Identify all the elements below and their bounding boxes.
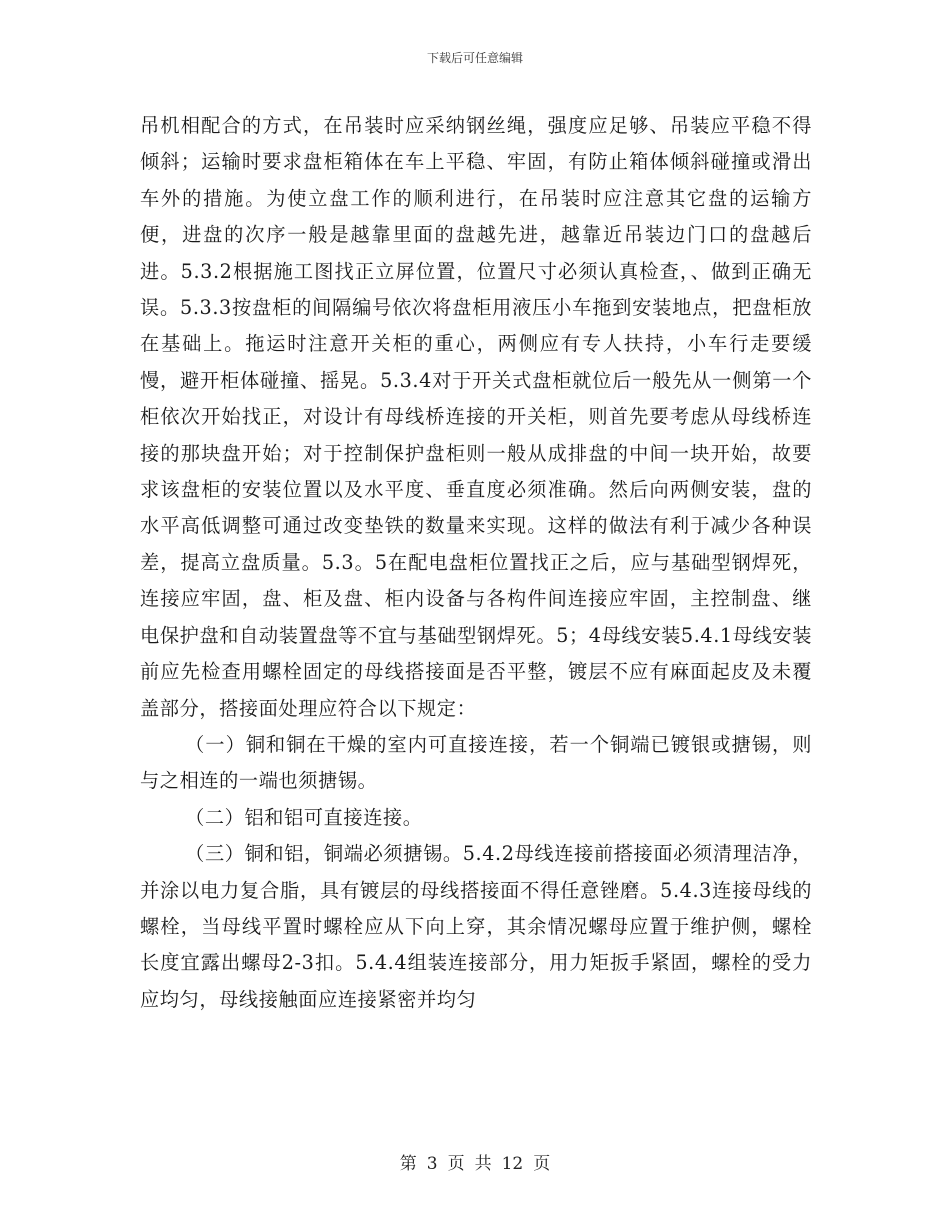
footer-total-label: 共: [474, 1154, 492, 1174]
page-header: 下载后可任意编辑: [426, 51, 523, 65]
footer-page-word: 页: [447, 1154, 465, 1174]
footer-prefix: 第: [399, 1154, 417, 1174]
document-body: [140, 108, 812, 1018]
footer-page-number: 3: [426, 1154, 438, 1174]
body-paragraph: （一）铜和铜在干燥的室内可直接连接，若一个铜端已镀银或搪锡，则与之相连的一端也须搪锡。: [140, 732, 812, 793]
body-paragraph: （三）铜和铝，铜端必须搪锡。5.4.2母线连接前搭接面必须清理洁净，并涂以电力复合脂，具有镀层的母线搭接面不得任意锉磨。5.4.3连接母线的螺栓，当母线平置时螺栓应从下向上穿，其余情况螺母应置于维护侧，螺栓长度宜露出螺母2-3扣。5.4.4组装连接部分，用力矩扳手紧固，螺栓的受力应均匀，母线接触面应连接紧密并均匀: [140, 842, 812, 1011]
body-paragraph: （二）铝和铝可直接连接。: [185, 805, 423, 829]
page-footer: [0, 1152, 950, 1176]
footer-total-pages: 12: [501, 1154, 524, 1174]
footer-suffix: 页: [533, 1154, 551, 1174]
body-paragraph: 吊机相配合的方式，在吊装时应采纳钢丝绳，强度应足够、吊装应平稳不得倾斜；运输时要求盘柜箱体在车上平稳、牢固，有防止箱体倾斜碰撞或滑出车外的措施。为使立盘工作的顺利进行，在吊装时应注意其它盘的运输方便，进盘的次序一般是越靠里面的盘越先进，越靠近吊装边门口的盘越后进。5.3.2根据施工图找正立屏位置，位置尺寸必须认真检查，、做到正确无误。5.3.3按盘柜的间隔编号依次将盘柜用液压小车拖到安装地点，把盘柜放在基础上。拖运时注意开关柜的重心，两侧应有专人扶持，小车行走要缓慢，避开柜体碰撞、摇晃。5.3.4对于开关式盘柜就位后一般先从一侧第一个柜依次开始找正，对设计有母线桥连接的开关柜，则首先要考虑从母线桥连接的那块盘开始；对于控制保护盘柜则一般从成排盘的中间一块开始，故要求该盘柜的安装位置以及水平度、垂直度必须准确。然后向两侧安装，盘的水平高低调整可通过改变垫铁的数量来实现。这样的做法有利于减少各种误差，提高立盘质量。5.3。5在配电盘柜位置找正之后，应与基础型钢焊死，连接应牢固，盘、柜及盘、柜内设备与各构件间连接应牢固，主控制盘、继电保护盘和自动装置盘等不宜与基础型钢焊死。5；4母线安装5.4.1母线安装前应先检查用螺栓固定的母线搭接面是否平整，镀层不应有麻面起皮及未覆盖部分，搭接面处理应符合以下规定：: [140, 114, 812, 720]
